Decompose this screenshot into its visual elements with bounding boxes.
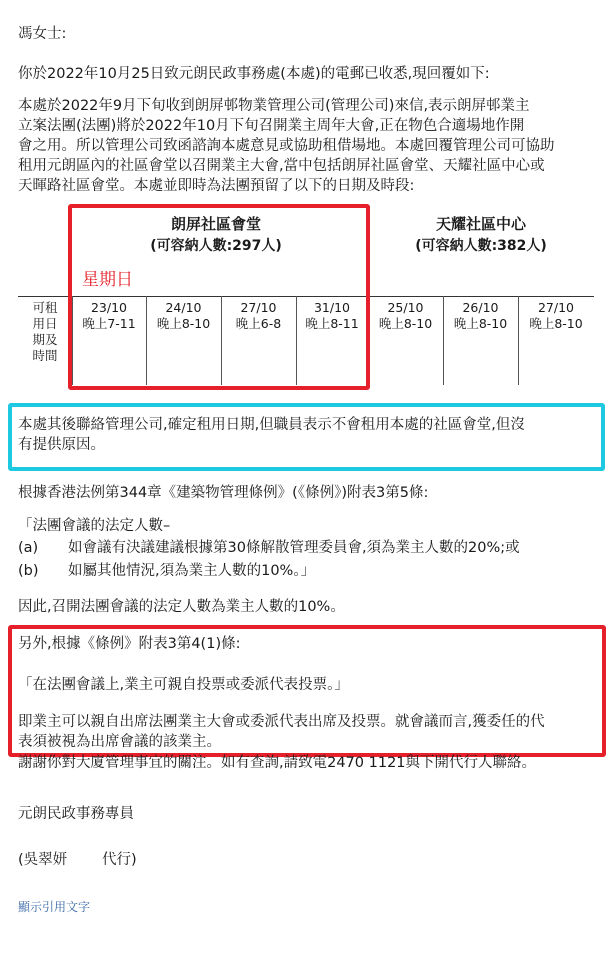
paragraph-3 [18,712,598,752]
show-quoted-text-link[interactable]: 顯示引用文字 [18,900,91,914]
salutation: 馮女士: [18,26,67,42]
row-header-line: 時間 [32,348,58,363]
venue-name-langping: 朗屏社區會堂 [170,215,261,233]
paragraph-1-line: 會之用。所以管理公司致函諮詢本處意見或協助租借場地。本處回覆管理公司可協助 [18,138,555,154]
slot-date: 31/10 [313,300,351,315]
slot-cell [368,300,443,332]
row-header [20,300,70,364]
slot-time: 晚上8-11 [305,316,359,331]
thanks-text: 謝謝你對大廈管理事宜的關注。如有查詢,請致電2470 1121與下開代行人聯絡。 [18,755,537,771]
row-header-line: 可租 [32,300,58,315]
slot-date: 25/10 [387,300,424,315]
slot-cell [443,300,518,332]
slot-cell [518,300,594,332]
signature-role: 代行) [102,852,137,868]
slot-date: 26/10 [462,300,499,315]
paragraph-3-line: 即業主可以親自出席法團業主大會或委派代表出席及投票。就會議而言,獲委任的代 [18,714,545,730]
paragraph-1-line: 租用元朗區內的社區會堂以召開業主大會,當中包括朗屏社區會堂、天耀社區中心或 [18,158,545,174]
quote-title: 「法團會議的法定人數– [18,518,171,534]
signature-name: (吳翠妍 [18,852,68,868]
quote-item-label: (a) [18,540,39,556]
slot-date: 24/10 [165,300,202,315]
venue-capacity-langping: (可容納人數:297人) [150,238,282,254]
slot-time: 晚上8-10 [156,316,211,331]
slot-date: 27/10 [240,300,277,315]
intro-text: 你於2022年10月25日致元朗民政事務處(本處)的電郵已收悉,現回覆如下: [18,66,490,82]
venue-name-tinyiu: 天耀社區中心 [435,215,526,233]
highlight-box-red [68,204,370,390]
slot-date: 27/10 [537,300,575,315]
slot-time: 晚上8-10 [529,316,583,331]
slot-time: 晚上7-11 [82,316,136,331]
slot-date: 23/10 [90,300,128,315]
paragraph-1 [18,96,598,196]
paragraph-3-line: 表須被視為出席會議的該業主。 [18,734,221,750]
slot-time: 晚上8-10 [378,316,433,331]
paragraph-2 [18,415,598,455]
slot-time: 晚上8-10 [453,316,508,331]
paragraph-1-line: 立案法團(法團)將於2022年10月下旬召開業主周年大會,正在物色合適場地作開 [18,118,525,134]
therefore-text: 因此,召開法團會議的法定人數為業主人數的10%。 [18,599,345,615]
paragraph-2-line: 有提供原因。 [18,437,105,453]
quote-item-label: (b) [18,563,39,579]
law-intro: 根據香港法例第344章《建築物管理條例》(《條例》)附表3第5條: [18,485,429,501]
row-header-line: 用日 [32,316,58,331]
quote-item-text: 如會議有決議建議根據第30條解散管理委員會,須為業主人數的20%;或 [68,540,520,556]
venue-capacity-tinyiu: (可容納人數:382人) [415,238,547,254]
slot-time: 晚上6-8 [235,316,282,331]
sunday-annotation: 星期日 [82,270,133,290]
row-header-line: 期及 [32,332,58,347]
paragraph-1-line: 天暉路社區會堂。本處並即時為法團預留了以下的日期及時段: [18,178,415,194]
besides-text: 另外,根據《條例》附表3第4(1)條: [18,636,241,652]
quote-2: 「在法團會議上,業主可親自投票或委派代表投票。」 [18,677,349,693]
quote-item-text: 如屬其他情況,須為業主人數的10%。」 [68,563,316,579]
signature-title: 元朗民政事務專員 [18,806,134,822]
paragraph-1-line: 本處於2022年9月下旬收到朗屏邨物業管理公司(管理公司)來信,表示朗屏邨業主 [18,98,530,114]
paragraph-2-line: 本處其後聯絡管理公司,確定租用日期,但職員表示不會租用本處的社區會堂,但沒 [18,417,525,433]
